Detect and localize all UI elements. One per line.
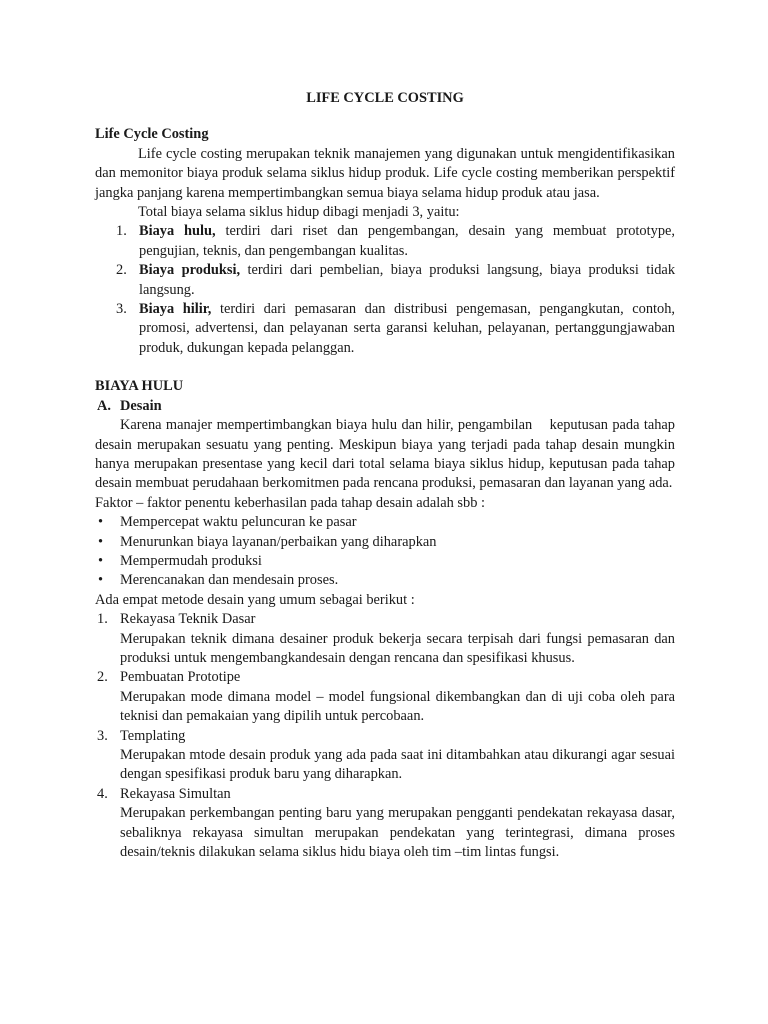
- list-item: [95, 668, 675, 726]
- list-number: 1.: [97, 611, 108, 628]
- list-number: 4.: [97, 785, 108, 802]
- list-item: [95, 610, 675, 668]
- method-description: Merupakan mtode desain produk yang ada pada saat ini ditambahkan atau dikurangi agar sesuai dengan spesifikasi produk baru yang diharapkan.: [120, 747, 675, 783]
- method-name: Rekayasa Simultan: [120, 785, 231, 802]
- list-number: 3.: [116, 301, 127, 318]
- bullet: •: [98, 552, 104, 569]
- list-item: [95, 727, 675, 785]
- list-item: [95, 533, 675, 552]
- list-number: 2.: [116, 262, 127, 279]
- method-description: Merupakan teknik dimana desainer produk bekerja secara terpisah dari fungsi pemasaran dan produksi untuk mengembangkandesain dengan rencana dan spesifikasi khusus.: [120, 630, 675, 666]
- method-name: Rekayasa Teknik Dasar: [120, 611, 256, 628]
- bullet: •: [98, 572, 104, 589]
- list-item: [95, 222, 675, 261]
- item-text: Mempercepat waktu peluncuran ke pasar: [120, 514, 357, 531]
- cost-category-list: [95, 222, 675, 358]
- method-name: Templating: [120, 727, 186, 744]
- factors-intro: Faktor – faktor penentu keberhasilan pada tahap desain adalah sbb :: [95, 494, 486, 511]
- method-name: Pembuatan Prototipe: [120, 669, 241, 686]
- list-item: [95, 785, 675, 863]
- section-heading-life-cycle-costing: Life Cycle Costing: [95, 126, 209, 143]
- document-page: [95, 89, 679, 862]
- design-method-list: [95, 610, 675, 862]
- item-text: terdiri dari riset dan pengembangan, desain yang membuat prototype, pengujian, teknis, dan pengembangan kualitas.: [139, 223, 676, 259]
- list-number: 2.: [97, 669, 108, 686]
- list-number: 3.: [97, 727, 108, 744]
- list-item: [95, 571, 675, 590]
- bullet: •: [98, 514, 104, 531]
- item-term: Biaya hilir,: [139, 301, 212, 318]
- subsection-letter: A.: [97, 397, 111, 414]
- item-term: Biaya hulu,: [139, 223, 216, 240]
- section-heading-biaya-hulu: BIAYA HULU: [95, 378, 184, 395]
- item-text: terdiri dari pemasaran dan distribusi pengemasan, pengangkutan, contoh, promosi, advertensi, dan pelayanan serta garansi keluhan, pelayanan, pertanggungjawaban produk, dukungan kepada pelanggan.: [139, 301, 676, 356]
- list-item: [95, 261, 675, 300]
- success-factor-list: [95, 513, 675, 591]
- method-description: Merupakan perkembangan penting baru yang merupakan pengganti pendekatan rekayasa dasar, sebaliknya rekayasa simultan merupakan pendekatan yang terintegrasi, dimana proses desain/teknis dilakukan selama siklus hidu biaya oleh tim –tim lintas fungsi.: [120, 805, 675, 861]
- subsection-heading-desain: [95, 397, 675, 416]
- bullet: •: [98, 533, 104, 550]
- item-term: Biaya produksi,: [139, 262, 241, 279]
- item-text: Mempermudah produksi: [120, 552, 262, 569]
- design-paragraph: Karena manajer mempertimbangkan biaya hulu dan hilir, pengambilan keputusan pada tahap desain merupakan sesuatu yang penting. Meskipun biaya yang terjadi pada tahap desain mungkin hanya merupakan presentase yang kecil dari total selama biaya siklus hidup, keputusan pada tahap desain membuat perudahaan berkomitmen pada rencana produksi, pemasaran dan layanan yang ada.: [95, 417, 679, 492]
- item-text: terdiri dari pembelian, biaya produksi langsung, biaya produksi tidak langsung.: [139, 262, 676, 298]
- method-description: Merupakan mode dimana model – model fungsional dikembangkan dan di uji coba oleh para teknisi dan pemakaian yang dipilih untuk percobaan.: [120, 688, 675, 725]
- document-title: LIFE CYCLE COSTING: [306, 90, 464, 106]
- item-text: Menurunkan biaya layanan/perbaikan yang diharapkan: [120, 533, 437, 550]
- subsection-title: Desain: [120, 397, 162, 414]
- list-item: [95, 552, 675, 571]
- methods-intro: Ada empat metode desain yang umum sebagai berikut :: [95, 591, 415, 608]
- intro-paragraph: Life cycle costing merupakan teknik manajemen yang digunakan untuk mengidentifikasikan dan memonitor biaya produk selama siklus hidup produk. Life cycle costing memberikan perspektif jangka panjang karena mempertimbangkan semua biaya selama hidup produk atau jasa.: [95, 145, 675, 201]
- item-text: Merencanakan dan mendesain proses.: [120, 572, 339, 589]
- cost-division-intro: Total biaya selama siklus hidup dibagi menjadi 3, yaitu:: [138, 204, 460, 221]
- list-item: [95, 300, 675, 358]
- section-spacer: [95, 358, 675, 377]
- list-item: [95, 513, 675, 532]
- list-number: 1.: [116, 223, 127, 240]
